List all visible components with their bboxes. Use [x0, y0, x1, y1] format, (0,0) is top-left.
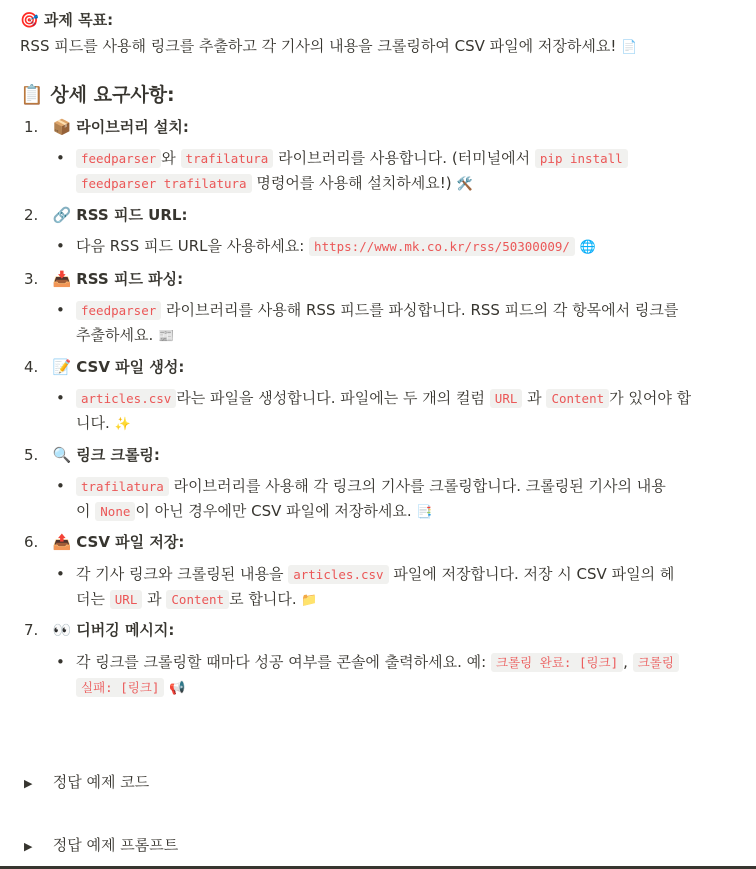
text-span: 와 — [161, 149, 176, 167]
inline-code: 크롤링 완료: [링크] — [491, 653, 623, 672]
toggle-answer-code[interactable] — [24, 771, 149, 792]
text-span: 다음 RSS 피드 URL을 사용하세요: — [76, 237, 305, 255]
text-span: 각 링크를 크롤링할 때마다 성공 여부를 콘솔에 출력하세요. 예: — [76, 653, 487, 671]
bullet-dot: • — [56, 237, 65, 255]
inline-code: 크롤링 — [633, 653, 679, 672]
link-icon: 🔗 — [52, 206, 72, 224]
toggle-label[interactable]: 정답 예제 코드 — [52, 773, 150, 791]
inline-code: articles.csv — [76, 389, 176, 408]
inline-code: URL — [490, 389, 523, 408]
inline-code: 실패: [링크] — [76, 678, 164, 697]
text-span: 더는 — [76, 590, 105, 608]
outbox-tray-icon: 📤 — [52, 533, 72, 551]
folder-icon: 📁 — [301, 593, 318, 608]
bullet-dot: • — [56, 565, 65, 583]
text-span: 라이브러리를 사용해 RSS 피드를 파싱합니다. RSS 피드의 각 항목에서 링크를 — [166, 301, 679, 319]
inline-code: feedparser — [76, 301, 161, 320]
bullet-dot: • — [56, 301, 65, 319]
bullet-dot: • — [56, 653, 65, 671]
step-2-title — [24, 204, 187, 225]
clipboard-icon: 📋 — [20, 84, 44, 106]
step-4-title — [24, 356, 184, 377]
text-span: , — [623, 653, 628, 671]
inline-code: URL — [110, 590, 143, 609]
tools-icon: 🛠️ — [456, 177, 473, 192]
step-title-text: 디버깅 메시지: — [76, 621, 175, 639]
goal-description — [20, 35, 637, 56]
inline-code: Content — [546, 389, 609, 408]
eyes-icon: 👀 — [52, 621, 72, 639]
step-number: 7. — [24, 621, 39, 639]
goal-description-text: RSS 피드를 사용해 링크를 추출하고 각 기사의 내용을 크롤링하여 CSV 파일에 저장하세요! — [20, 37, 617, 55]
target-icon: 🎯 — [20, 11, 39, 29]
bullet-dot: • — [56, 389, 65, 407]
text-span: 추출하세요. — [76, 326, 154, 344]
toggle-answer-prompt[interactable] — [24, 834, 178, 855]
step-number: 6. — [24, 533, 39, 551]
step-title-text: RSS 피드 URL: — [76, 206, 188, 224]
inline-code: trafilatura — [181, 149, 274, 168]
step-5-title — [24, 444, 160, 465]
step-title-text: 라이브러리 설치: — [76, 118, 189, 136]
text-span: 파일에 저장합니다. 저장 시 CSV 파일의 헤 — [393, 565, 675, 583]
details-heading — [20, 80, 175, 107]
document-icon: 📄 — [621, 40, 638, 55]
megaphone-icon: 📢 — [169, 681, 186, 696]
step-number: 4. — [24, 358, 39, 376]
inline-code: None — [95, 502, 135, 521]
step-title-text: RSS 피드 파싱: — [76, 270, 184, 288]
package-icon: 📦 — [52, 118, 72, 136]
text-span: 라이브러리를 사용합니다. (터미널에서 — [278, 149, 531, 167]
step-title-text: CSV 파일 생성: — [76, 358, 185, 376]
text-span: 과 — [147, 590, 162, 608]
step-number: 5. — [24, 446, 39, 464]
sparkles-icon: ✨ — [114, 417, 131, 432]
text-span: 이 아닌 경우에만 CSV 파일에 저장하세요. — [135, 502, 412, 520]
toggle-triangle-icon[interactable]: ▶ — [24, 840, 33, 853]
bookmark-tabs-icon: 📑 — [416, 505, 433, 520]
bullet-dot: • — [56, 149, 65, 167]
rss-url-code[interactable]: https://www.mk.co.kr/rss/50300009/ — [309, 237, 575, 256]
text-span: 각 기사 링크와 크롤링된 내용을 — [76, 565, 284, 583]
text-span: 라는 파일을 생성합니다. 파일에는 두 개의 컬럼 — [176, 389, 486, 407]
inline-code: pip install — [535, 149, 628, 168]
toggle-label[interactable]: 정답 예제 프롬프트 — [52, 836, 179, 854]
step-number: 3. — [24, 270, 39, 288]
step-7-title — [24, 619, 174, 640]
step-number: 1. — [24, 118, 39, 136]
text-span: 명령어를 사용해 설치하세요!) — [256, 174, 452, 192]
details-heading-text: 상세 요구사항: — [50, 84, 175, 106]
step-6-title — [24, 531, 184, 552]
text-span: 이 — [76, 502, 91, 520]
globe-icon: 🌐 — [579, 240, 596, 255]
memo-icon: 📝 — [52, 358, 72, 376]
inline-code: feedparser — [76, 149, 161, 168]
inline-code: Content — [166, 590, 229, 609]
text-span: 라이브러리를 사용해 각 링크의 기사를 크롤링합니다. 크롤링된 기사의 내용 — [173, 477, 666, 495]
text-span: 가 있어야 합 — [609, 389, 692, 407]
bullet-dot: • — [56, 477, 65, 495]
text-span: 니다. — [76, 414, 110, 432]
toggle-triangle-icon[interactable]: ▶ — [24, 777, 33, 790]
goal-title-text: 과제 목표: — [43, 11, 114, 29]
inline-code: articles.csv — [288, 565, 388, 584]
step-1-title — [24, 116, 189, 137]
inline-code: trafilatura — [76, 477, 169, 496]
goal-title — [20, 9, 113, 30]
text-span: 로 합니다. — [229, 590, 297, 608]
text-span: 과 — [527, 389, 542, 407]
step-title-text: CSV 파일 저장: — [76, 533, 185, 551]
step-3-title — [24, 268, 183, 289]
newspaper-icon: 📰 — [158, 329, 175, 344]
step-number: 2. — [24, 206, 39, 224]
inline-code: feedparser trafilatura — [76, 174, 252, 193]
magnifier-icon: 🔍 — [52, 446, 72, 464]
step-title-text: 링크 크롤링: — [76, 446, 160, 464]
inbox-tray-icon: 📥 — [52, 270, 72, 288]
